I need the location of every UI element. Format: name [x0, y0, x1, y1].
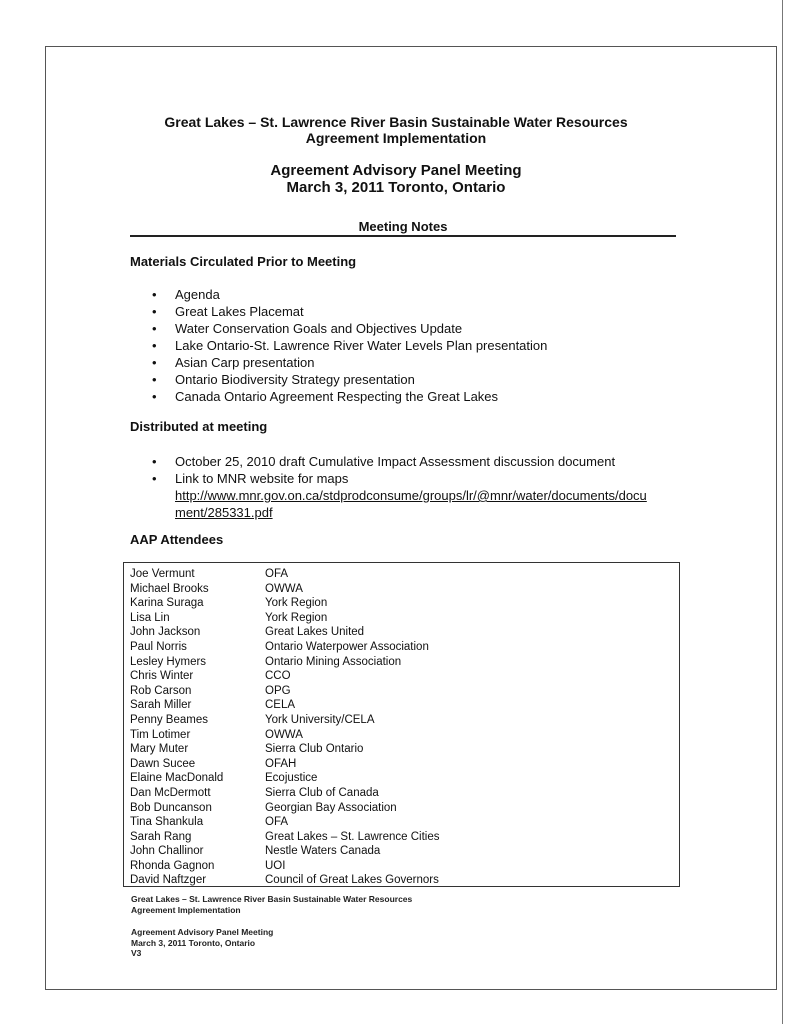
distributed-list: [152, 453, 655, 521]
attendee-organization: Nestle Waters Canada: [265, 845, 381, 858]
table-row: [130, 815, 440, 830]
table-row: [130, 698, 440, 713]
attendee-organization: Great Lakes United: [265, 626, 365, 639]
distributed-heading: Distributed at meeting: [130, 419, 268, 434]
attendee-name: John Challinor: [130, 845, 204, 858]
table-row: [130, 625, 440, 640]
attendee-name: Penny Beames: [130, 713, 208, 726]
attendee-name: Mary Muter: [130, 743, 189, 756]
attendee-name: Bob Duncanson: [130, 801, 212, 814]
attendee-name: Joe Vermunt: [130, 568, 195, 580]
attendee-name: Michael Brooks: [130, 582, 209, 595]
table-row: [130, 742, 440, 757]
attendee-organization: Ecojustice: [265, 772, 318, 785]
footer-line: March 3, 2011 Toronto, Ontario: [131, 937, 256, 948]
footer-line: Great Lakes – St. Lawrence River Basin Sustainable Water Resources: [131, 894, 413, 904]
table-row: [130, 786, 440, 801]
attendee-name: Paul Norris: [130, 640, 187, 653]
list-item: [152, 470, 655, 521]
attendee-organization: Sierra Club Ontario: [265, 743, 364, 756]
table-row: [130, 640, 440, 655]
title-line-2: Agreement Implementation: [305, 130, 487, 146]
table-row: [130, 655, 440, 670]
meeting-title: [0, 162, 792, 196]
attendee-organization: Ontario Waterpower Association: [265, 640, 429, 653]
meeting-notes-heading: [130, 220, 676, 237]
page-footer: [131, 894, 412, 959]
table-row: [130, 801, 440, 816]
attendees-heading: AAP Attendees: [130, 532, 224, 547]
attendee-name: David Naftzger: [130, 874, 207, 887]
attendee-name: Elaine MacDonald: [130, 772, 224, 785]
attendee-organization: Georgian Bay Association: [265, 801, 397, 814]
attendee-organization: UOI: [265, 859, 286, 872]
attendee-organization: OWWA: [265, 728, 303, 741]
attendee-name: John Jackson: [130, 626, 201, 639]
table-row: [130, 596, 440, 611]
meeting-line-2: March 3, 2011 Toronto, Ontario: [286, 179, 506, 196]
attendee-organization: Council of Great Lakes Governors: [265, 874, 439, 887]
list-item: • Water Conservation Goals and Objectives Update: [152, 320, 547, 337]
attendee-name: Dawn Sucee: [130, 757, 196, 770]
meeting-notes-heading-text: Meeting Notes: [358, 219, 448, 234]
attendee-organization: Sierra Club of Canada: [265, 786, 379, 799]
attendee-name: Rob Carson: [130, 684, 192, 697]
materials-heading: Materials Circulated Prior to Meeting: [130, 254, 357, 269]
list-item: • Ontario Biodiversity Strategy presentation: [152, 371, 547, 388]
attendee-organization: OPG: [265, 684, 291, 697]
attendee-organization: OWWA: [265, 582, 303, 595]
attendee-organization: York Region: [265, 611, 328, 624]
list-item: • Great Lakes Placemat: [152, 303, 547, 320]
footer-line: V3: [131, 948, 142, 958]
table-row: [130, 567, 440, 582]
attendee-name: Tim Lotimer: [130, 728, 191, 741]
list-item-text: Link to MNR website for maps: [175, 471, 349, 486]
table-row: [130, 830, 440, 845]
table-row: [130, 611, 440, 626]
attendee-name: Rhonda Gagnon: [130, 859, 215, 872]
attendee-organization: OFAH: [265, 757, 297, 770]
footer-line: Agreement Advisory Panel Meeting: [131, 927, 274, 937]
attendee-organization: OFA: [265, 816, 289, 829]
table-row: [130, 859, 440, 874]
title-line-1: Great Lakes – St. Lawrence River Basin Sustainable Water Resources: [164, 114, 628, 130]
attendee-organization: CELA: [265, 699, 296, 712]
table-row: [130, 684, 440, 699]
attendee-name: Lisa Lin: [130, 611, 170, 624]
attendee-name: Karina Suraga: [130, 597, 204, 610]
mnr-maps-link[interactable]: http://www.mnr.gov.on.ca/stdprodconsume/groups/lr/@mnr/water/documents/document/285331.pdf: [175, 488, 647, 520]
table-row: [130, 669, 440, 684]
table-row: [130, 713, 440, 728]
list-item: • October 25, 2010 draft Cumulative Impact Assessment discussion document: [152, 453, 655, 470]
table-row: [130, 844, 440, 859]
page-edge-line: [782, 0, 783, 1024]
document-title: [0, 114, 792, 146]
attendee-organization: York Region: [265, 597, 328, 610]
attendees-table-box: [123, 562, 680, 887]
list-item: • Lake Ontario-St. Lawrence River Water Levels Plan presentation: [152, 337, 547, 354]
list-item: • Canada Ontario Agreement Respecting the Great Lakes: [152, 388, 547, 405]
attendee-name: Sarah Miller: [130, 699, 192, 712]
attendee-name: Sarah Rang: [130, 830, 192, 843]
table-row: [130, 582, 440, 597]
attendee-name: Tina Shankula: [130, 816, 204, 829]
table-row: [130, 873, 440, 888]
materials-list: [152, 286, 547, 405]
table-row: [130, 728, 440, 743]
attendee-organization: York University/CELA: [265, 713, 375, 726]
attendees-table: [130, 567, 440, 888]
table-row: [130, 757, 440, 772]
attendee-name: Chris Winter: [130, 670, 194, 683]
attendee-organization: Ontario Mining Association: [265, 655, 402, 668]
attendee-organization: CCO: [265, 670, 291, 683]
list-item: • Agenda: [152, 286, 547, 303]
list-item: • Asian Carp presentation: [152, 354, 547, 371]
attendee-name: Dan McDermott: [130, 786, 211, 799]
attendee-organization: Great Lakes – St. Lawrence Cities: [265, 830, 440, 843]
attendee-organization: OFA: [265, 568, 289, 580]
meeting-line-1: Agreement Advisory Panel Meeting: [270, 162, 522, 179]
table-row: [130, 771, 440, 786]
attendee-name: Lesley Hymers: [130, 655, 207, 668]
footer-line: Agreement Implementation: [131, 904, 241, 915]
